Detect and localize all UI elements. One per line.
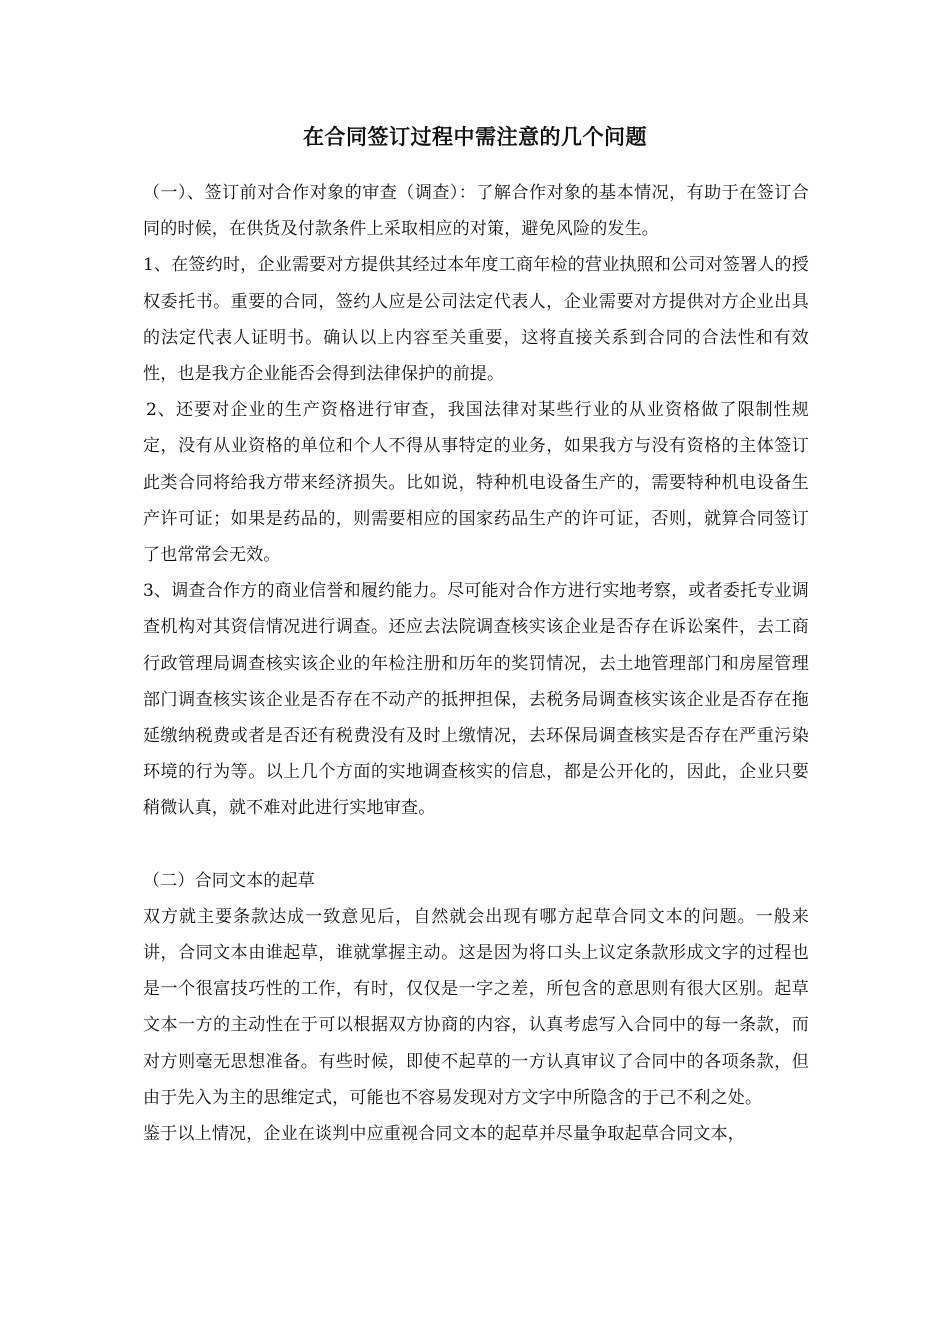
document-title: 在合同签订过程中需注意的几个问题 — [303, 124, 647, 149]
document-body — [143, 175, 809, 1152]
paragraph-drafting: 双方就主要条款达成一致意见后，自然就会出现有哪方起草合同文本的问题。一般来讲，合同文本由谁起草，谁就掌握主动。这是因为将口头上议定条款形成文字的过程也是一个很富技巧性的工作，有时，仅仅是一字之差，所包含的意思则有很大区别。起草文本一方的主动性在于可以根据双方协商的内容，认真考虑写入合同中的每一条款，而对方则毫无思想准备。有些时候，即使不起草的一方认真审议了合同中的各项条款，但由于先入为主的思维定式，可能也不容易发现对方文字中所隐含的于己不利之处。 — [143, 906, 809, 1108]
paragraph-item-2: 2、还要对企业的生产资格进行审查，我国法律对某些行业的从业资格做了限制性规定，没有从业资格的单位和个人不得从事特定的业务，如果我方与没有资格的主体签订此类合同将给我方带来经济损失。比如说，特种机电设备生产的，需要特种机电设备生产许可证；如果是药品的，则需要相应的国家药品生产的许可证，否则，就算合同签订了也常常会无效。 — [143, 400, 809, 566]
paragraph-drafting-conclusion: 鉴于以上情况，企业在谈判中应重视合同文本的起草并尽量争取起草合同文本， — [143, 1124, 745, 1145]
paragraph-review-intro: （一）、签订前对合作对象的审查（调查）：了解合作对象的基本情况，有助于在签订合同的时候，在供货及付款条件上采取相应的对策，避免风险的发生。 — [143, 183, 809, 240]
paragraph-item-3: 3、调查合作方的商业信誉和履约能力。尽可能对合作方进行实地考察，或者委托专业调查机构对其资信情况进行调查。还应去法院调查核实该企业是否存在诉讼案件，去工商行政管理局调查核实该企业的年检注册和历年的奖罚情况，去土地管理部门和房屋管理部门调查核实该企业是否存在不动产的抵押担保，去税务局调查核实该企业是否存在拖延缴纳税费或者是否还有税费没有及时上缴情况，去环保局调查核实是否存在严重污染环境的行为等。以上几个方面的实地调查核实的信息，都是公开化的，因此，企业只要稍微认真，就不难对此进行实地审查。 — [143, 581, 809, 819]
paragraph-spacer — [143, 827, 809, 863]
paragraph-item-1: 1、在签约时，企业需要对方提供其经过本年度工商年检的营业执照和公司对签署人的授权委托书。重要的合同，签约人应是公司法定代表人，企业需要对方提供对方企业出具的法定代表人证明书。确认以上内容至关重要，这将直接关系到合同的合法性和有效性，也是我方企业能否会得到法律保护的前提。 — [143, 255, 809, 385]
section-heading-drafting: （二）合同文本的起草 — [143, 870, 315, 891]
